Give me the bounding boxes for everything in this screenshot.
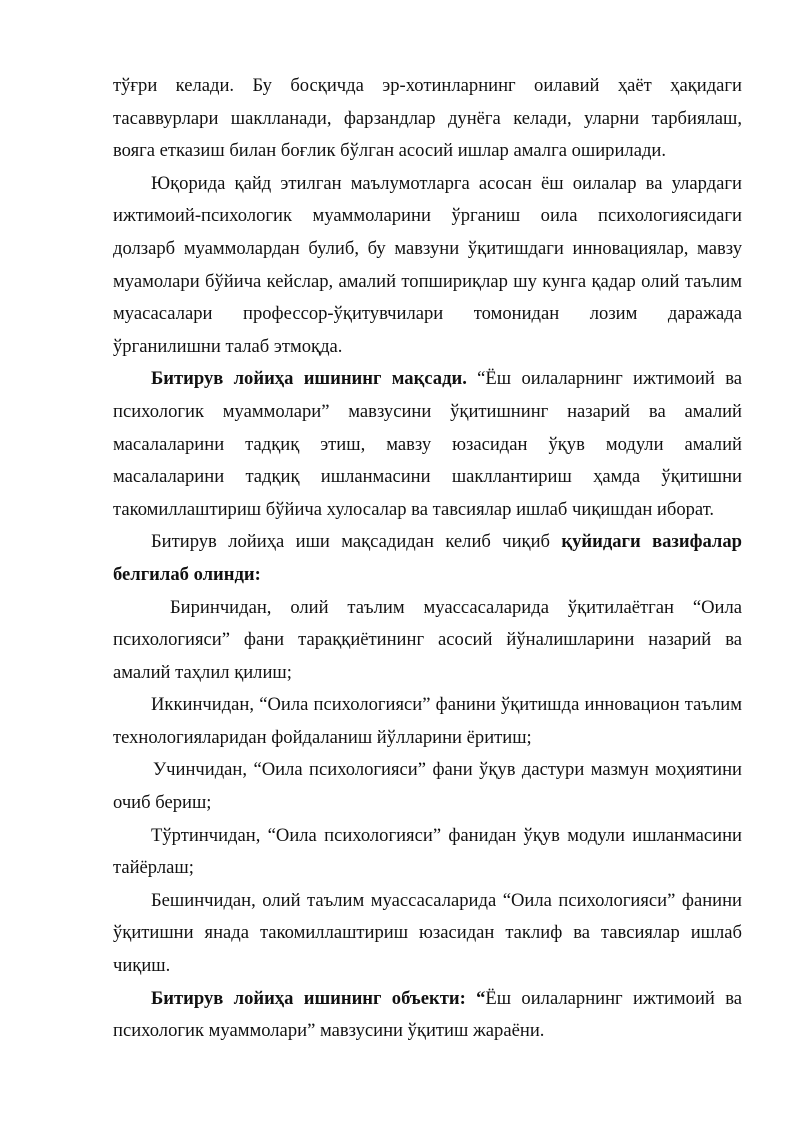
paragraph-goal bbox=[113, 363, 742, 526]
task-item-4: Тўртинчидан, “Оила психологияси” фанидан ўқув модули ишланмасини тайёрлаш; bbox=[113, 824, 742, 879]
paragraph-continuation: тўғри келади. Бу босқичда эр-хотинларнинг оилавий ҳаёт ҳақидаги тасаввурлари шаклланади, фарзандлар дунёга келади, уларни тарбиялаш, вояга етказиш билан боғлик бўлган асосий ишлар амалга оширилади. bbox=[113, 75, 742, 162]
paragraph-relevance: Юқорида қайд этилган маълумотларга асосан ёш оилалар ва улардаги ижтимоий-психологик муаммоларини ўрганиш оила психологиясидаги долзарб муаммолардан булиб, бу мавзуни ўқитишдаги инновациялар, мавзу муамолари бўйича кейслар, амалий топшириқлар шу кунга қадар олий таълим муасасалари профессор-ўқитувчилари томонидан лозим даражада ўрганилишни талаб этмоқда. bbox=[113, 172, 742, 357]
tasks-heading: қуйидаги вазифалар белгилаб олинди: bbox=[113, 531, 742, 585]
goal-text: “Ёш оилаларнинг ижтимоий ва психологик муаммолари” мавзусини ўқитишнинг назарий ва амалий масалаларини тадқиқ этиш, мавзу юзасидан ўқув модули амалий масалаларини тадқиқ ишланмасини шакллантириш ҳамда ўқитишни такомиллаштириш бўйича хулосалар ва тавсиялар ишлаб чиқишдан иборат. bbox=[113, 368, 742, 520]
document-page bbox=[113, 70, 742, 1048]
paragraph-object bbox=[113, 983, 742, 1048]
goal-heading: Битирув лойиҳа ишининг мақсади. bbox=[151, 368, 467, 390]
object-heading: Битирув лойиҳа ишининг объекти: “ bbox=[151, 987, 486, 1009]
paragraph-tasks-intro bbox=[113, 526, 742, 591]
task-item-1: Биринчидан, олий таълим муассасаларида ўқитилаётган “Оила психологияси” фани тараққиётининг асосий йўналишларини назарий ва амалий таҳлил қилиш; bbox=[113, 596, 742, 683]
task-item-3: Учинчидан, “Оила психологияси” фани ўқув дастури мазмун моҳиятини очиб бериш; bbox=[113, 759, 742, 814]
task-item-2: Иккинчидан, “Оила психологияси” фанини ўқитишда инновацион таълим технологияларидан фойдаланиш йўлларини ёритиш; bbox=[113, 694, 742, 748]
task-item-5: Бешинчидан, олий таълим муассасаларида “Оила психологияси” фанини ўқитишни янада такомиллаштириш юзасидан таклиф ва тавсиялар ишлаб чиқиш. bbox=[113, 889, 742, 977]
tasks-intro-text: Битирув лойиҳа иши мақсадидан келиб чиқиб bbox=[151, 531, 562, 553]
object-text: Ёш оилаларнинг ижтимоий ва психологик муаммолари” мавзусини ўқитиш жараёни. bbox=[113, 987, 742, 1042]
